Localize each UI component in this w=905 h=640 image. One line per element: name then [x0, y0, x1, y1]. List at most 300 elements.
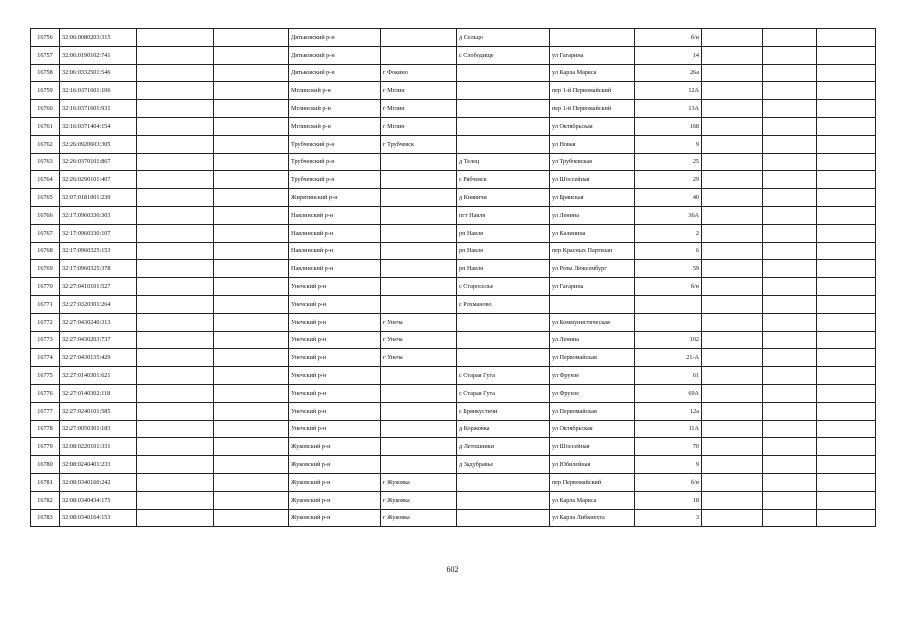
- cell-empty: [817, 135, 876, 153]
- cell-settlement: д Сельцо: [457, 29, 550, 47]
- cell-house-number: 9: [635, 456, 702, 474]
- cell-street: ул Карла Либкнехта: [550, 509, 635, 527]
- cell-district: Унечский р-н: [289, 367, 381, 385]
- cell-cadastral-number: 32:27:0240101:585: [60, 402, 137, 420]
- cell-empty: [137, 171, 214, 189]
- cell-street: ул Октябрьская: [550, 117, 635, 135]
- cell-empty: [702, 189, 763, 207]
- cell-city: [381, 278, 457, 296]
- cell-empty: [702, 331, 763, 349]
- cell-empty: [763, 295, 817, 313]
- cell-empty: [702, 384, 763, 402]
- table-row: [31, 456, 876, 474]
- table-row: [31, 171, 876, 189]
- cell-empty: [817, 420, 876, 438]
- cell-empty: [214, 456, 289, 474]
- cell-empty: [763, 117, 817, 135]
- cell-cadastral-number: 32:08:0240401:233: [60, 456, 137, 474]
- cell-empty: [702, 153, 763, 171]
- cell-city: г Трубчевск: [381, 135, 457, 153]
- cell-street: [550, 295, 635, 313]
- cell-street: ул Гагарина: [550, 278, 635, 296]
- cell-cadastral-number: 32:16:0371601:931: [60, 100, 137, 118]
- cell-cadastral-number: 32:06:0190102:741: [60, 46, 137, 64]
- cell-record-number: 16783: [31, 509, 60, 527]
- cell-city: [381, 29, 457, 47]
- cell-cadastral-number: 32:17:0960330:303: [60, 206, 137, 224]
- cell-city: г Мглин: [381, 117, 457, 135]
- table-row: [31, 278, 876, 296]
- cell-empty: [763, 509, 817, 527]
- table-row: [31, 46, 876, 64]
- cell-empty: [702, 100, 763, 118]
- cell-settlement: д Задубравье: [457, 456, 550, 474]
- cell-record-number: 16775: [31, 367, 60, 385]
- register-rows: [31, 29, 876, 527]
- cell-district: Жуковский р-н: [289, 438, 381, 456]
- cell-cadastral-number: 32:06:0080203:315: [60, 29, 137, 47]
- cell-empty: [763, 189, 817, 207]
- cell-house-number: 26а: [635, 64, 702, 82]
- cell-cadastral-number: 32:27:0140302:118: [60, 384, 137, 402]
- cell-city: [381, 402, 457, 420]
- cell-settlement: с Старосельe: [457, 278, 550, 296]
- table-row: [31, 189, 876, 207]
- cell-district: Унечский р-н: [289, 331, 381, 349]
- cell-empty: [137, 117, 214, 135]
- cell-empty: [817, 206, 876, 224]
- table-row: [31, 29, 876, 47]
- cell-settlement: [457, 100, 550, 118]
- cell-cadastral-number: 32:27:0140301:621: [60, 367, 137, 385]
- cell-settlement: с Брянкустичи: [457, 402, 550, 420]
- cell-street: ул Первомайская: [550, 402, 635, 420]
- cell-record-number: 16759: [31, 82, 60, 100]
- cell-house-number: 25: [635, 153, 702, 171]
- cell-cadastral-number: 32:17:0960325:153: [60, 242, 137, 260]
- cell-street: пер 1-й Первомайский: [550, 100, 635, 118]
- cell-empty: [817, 46, 876, 64]
- cell-empty: [137, 206, 214, 224]
- cell-empty: [214, 491, 289, 509]
- cell-record-number: 16757: [31, 46, 60, 64]
- cell-house-number: 12А: [635, 82, 702, 100]
- cell-district: Жуковский р-н: [289, 491, 381, 509]
- cell-empty: [763, 278, 817, 296]
- cell-empty: [702, 402, 763, 420]
- cell-street: ул Ленина: [550, 331, 635, 349]
- cell-settlement: д Летошники: [457, 438, 550, 456]
- cell-house-number: 40: [635, 189, 702, 207]
- cell-empty: [702, 438, 763, 456]
- cell-district: Навлинский р-н: [289, 206, 381, 224]
- cell-empty: [763, 473, 817, 491]
- cell-empty: [763, 367, 817, 385]
- cell-empty: [763, 29, 817, 47]
- cell-record-number: 16760: [31, 100, 60, 118]
- cell-empty: [763, 82, 817, 100]
- cell-city: [381, 260, 457, 278]
- cell-empty: [817, 402, 876, 420]
- cell-empty: [702, 206, 763, 224]
- cell-empty: [763, 171, 817, 189]
- cell-district: Унечский р-н: [289, 402, 381, 420]
- cell-empty: [817, 242, 876, 260]
- cell-empty: [817, 456, 876, 474]
- cell-cadastral-number: 32:27:0320301:264: [60, 295, 137, 313]
- cell-district: Мглинский р-н: [289, 82, 381, 100]
- cell-empty: [817, 29, 876, 47]
- cell-empty: [817, 64, 876, 82]
- cell-record-number: 16767: [31, 224, 60, 242]
- cell-city: [381, 206, 457, 224]
- cell-record-number: 16771: [31, 295, 60, 313]
- cell-record-number: 16776: [31, 384, 60, 402]
- cell-empty: [817, 295, 876, 313]
- cell-district: Навлинский р-н: [289, 242, 381, 260]
- cell-house-number: 18: [635, 491, 702, 509]
- cell-empty: [214, 438, 289, 456]
- cell-empty: [763, 331, 817, 349]
- cell-record-number: 16769: [31, 260, 60, 278]
- cell-street: ул Юбилейная: [550, 456, 635, 474]
- cell-street: пер Первомайский: [550, 473, 635, 491]
- cell-empty: [763, 260, 817, 278]
- cell-empty: [702, 509, 763, 527]
- cell-empty: [214, 117, 289, 135]
- cell-cadastral-number: 32:17:0960330:107: [60, 224, 137, 242]
- cell-empty: [214, 349, 289, 367]
- cell-empty: [214, 135, 289, 153]
- cell-settlement: с Рохманово: [457, 295, 550, 313]
- cell-city: [381, 153, 457, 171]
- cell-district: Дятьковский р-н: [289, 64, 381, 82]
- cell-district: Мглинский р-н: [289, 100, 381, 118]
- cell-empty: [817, 438, 876, 456]
- cell-empty: [137, 135, 214, 153]
- cell-empty: [137, 64, 214, 82]
- cell-street: ул Фрунзе: [550, 384, 635, 402]
- cell-empty: [137, 189, 214, 207]
- cell-record-number: 16780: [31, 456, 60, 474]
- cell-empty: [137, 402, 214, 420]
- cell-city: [381, 189, 457, 207]
- cell-cadastral-number: 32:08:0340160:242: [60, 473, 137, 491]
- cell-empty: [214, 64, 289, 82]
- cell-empty: [137, 278, 214, 296]
- cell-house-number: 61: [635, 367, 702, 385]
- cell-empty: [763, 224, 817, 242]
- cell-house-number: 69А: [635, 384, 702, 402]
- cell-empty: [214, 278, 289, 296]
- table-row: [31, 206, 876, 224]
- cell-empty: [137, 491, 214, 509]
- cell-house-number: 3: [635, 509, 702, 527]
- cell-empty: [702, 29, 763, 47]
- cell-cadastral-number: 32:26:0370101:867: [60, 153, 137, 171]
- cell-house-number: б/н: [635, 29, 702, 47]
- cell-empty: [817, 82, 876, 100]
- cell-cadastral-number: 32:08:0340164:153: [60, 509, 137, 527]
- cell-empty: [214, 171, 289, 189]
- cell-empty: [702, 491, 763, 509]
- cell-street: ул Шоссейная: [550, 171, 635, 189]
- cell-district: Унечский р-н: [289, 295, 381, 313]
- table-row: [31, 438, 876, 456]
- cell-empty: [817, 117, 876, 135]
- cell-cadastral-number: 32:27:0410101:527: [60, 278, 137, 296]
- cell-empty: [817, 189, 876, 207]
- cell-empty: [214, 189, 289, 207]
- table-row: [31, 384, 876, 402]
- cell-city: [381, 295, 457, 313]
- cell-cadastral-number: 32:16:0371601:106: [60, 82, 137, 100]
- cell-empty: [137, 331, 214, 349]
- cell-house-number: 14: [635, 46, 702, 64]
- cell-district: Навлинский р-н: [289, 260, 381, 278]
- table-row: [31, 367, 876, 385]
- cell-empty: [702, 46, 763, 64]
- cell-empty: [214, 46, 289, 64]
- cell-district: Жирятинский р-н: [289, 189, 381, 207]
- cell-empty: [763, 64, 817, 82]
- cell-house-number: 21-А: [635, 349, 702, 367]
- cell-empty: [137, 153, 214, 171]
- cell-district: Унечский р-н: [289, 384, 381, 402]
- cell-empty: [763, 456, 817, 474]
- cell-empty: [763, 153, 817, 171]
- cell-record-number: 16768: [31, 242, 60, 260]
- table-row: [31, 82, 876, 100]
- cell-empty: [763, 438, 817, 456]
- cell-cadastral-number: 32:26:0290101:407: [60, 171, 137, 189]
- cell-empty: [763, 46, 817, 64]
- cell-empty: [214, 260, 289, 278]
- cell-empty: [763, 491, 817, 509]
- cell-street: ул Ленина: [550, 206, 635, 224]
- cell-settlement: д Коржовка: [457, 420, 550, 438]
- cell-empty: [137, 29, 214, 47]
- cell-empty: [702, 260, 763, 278]
- cell-street: ул Гагарина: [550, 46, 635, 64]
- cell-record-number: 16781: [31, 473, 60, 491]
- cell-settlement: рп Навля: [457, 224, 550, 242]
- cell-street: ул Трубчевская: [550, 153, 635, 171]
- cell-street: ул Фрунзе: [550, 367, 635, 385]
- cell-city: [381, 456, 457, 474]
- cell-city: [381, 367, 457, 385]
- table-row: [31, 473, 876, 491]
- table-row: [31, 295, 876, 313]
- cell-cadastral-number: 32:27:0430203:737: [60, 331, 137, 349]
- cell-house-number: б/н: [635, 278, 702, 296]
- cell-city: г Мглин: [381, 100, 457, 118]
- cell-district: Жуковский р-н: [289, 456, 381, 474]
- cell-empty: [214, 313, 289, 331]
- cell-empty: [817, 349, 876, 367]
- cell-empty: [763, 242, 817, 260]
- cell-empty: [817, 473, 876, 491]
- cell-empty: [214, 153, 289, 171]
- cell-settlement: [457, 135, 550, 153]
- cell-street: ул Октябрьская: [550, 420, 635, 438]
- cell-house-number: 9: [635, 135, 702, 153]
- cell-street: ул Новая: [550, 135, 635, 153]
- cell-record-number: 16779: [31, 438, 60, 456]
- cell-city: [381, 224, 457, 242]
- cell-district: Жуковский р-н: [289, 509, 381, 527]
- cell-record-number: 16774: [31, 349, 60, 367]
- cell-record-number: 16762: [31, 135, 60, 153]
- cell-house-number: 12а: [635, 402, 702, 420]
- register-table: [30, 28, 876, 527]
- cell-cadastral-number: 32:17:0960325:378: [60, 260, 137, 278]
- cell-street: пер 1-й Первомайский: [550, 82, 635, 100]
- cell-house-number: 102: [635, 331, 702, 349]
- cell-empty: [702, 171, 763, 189]
- cell-district: Унечский р-н: [289, 420, 381, 438]
- cell-cadastral-number: 32:27:0430240:313: [60, 313, 137, 331]
- cell-settlement: [457, 64, 550, 82]
- cell-street: ул Калинина: [550, 224, 635, 242]
- cell-empty: [702, 420, 763, 438]
- cell-settlement: [457, 509, 550, 527]
- cell-house-number: б/н: [635, 473, 702, 491]
- cell-settlement: с Слободище: [457, 46, 550, 64]
- cell-settlement: д Телец: [457, 153, 550, 171]
- cell-settlement: рп Навля: [457, 242, 550, 260]
- cell-street: ул Карла Маркса: [550, 491, 635, 509]
- cell-empty: [214, 82, 289, 100]
- cell-cadastral-number: 32:08:0340434:175: [60, 491, 137, 509]
- cell-empty: [702, 473, 763, 491]
- cell-empty: [702, 456, 763, 474]
- cell-empty: [137, 420, 214, 438]
- cell-record-number: 16766: [31, 206, 60, 224]
- table-row: [31, 117, 876, 135]
- cell-empty: [702, 82, 763, 100]
- cell-city: [381, 46, 457, 64]
- table-row: [31, 135, 876, 153]
- cell-empty: [702, 64, 763, 82]
- cell-street: [550, 29, 635, 47]
- cell-city: г Фокино: [381, 64, 457, 82]
- page-number: 602: [446, 565, 459, 574]
- cell-record-number: 16764: [31, 171, 60, 189]
- cell-settlement: д Княвичи: [457, 189, 550, 207]
- cell-empty: [817, 384, 876, 402]
- table-row: [31, 420, 876, 438]
- cell-empty: [214, 331, 289, 349]
- cell-empty: [817, 224, 876, 242]
- cell-street: ул Карла Маркса: [550, 64, 635, 82]
- cell-cadastral-number: 32:07:0181001:239: [60, 189, 137, 207]
- cell-empty: [137, 438, 214, 456]
- cell-empty: [763, 100, 817, 118]
- cell-settlement: с Старая Гута: [457, 367, 550, 385]
- cell-empty: [763, 420, 817, 438]
- cell-settlement: [457, 82, 550, 100]
- cell-district: Трубчевский р-н: [289, 153, 381, 171]
- cell-city: г Унеча: [381, 313, 457, 331]
- cell-empty: [214, 295, 289, 313]
- cell-cadastral-number: 32:08:0220101:331: [60, 438, 137, 456]
- cell-empty: [137, 100, 214, 118]
- cell-record-number: 16777: [31, 402, 60, 420]
- cell-district: Трубчевский р-н: [289, 171, 381, 189]
- cell-record-number: 16763: [31, 153, 60, 171]
- cell-empty: [137, 295, 214, 313]
- cell-empty: [137, 46, 214, 64]
- cell-city: [381, 438, 457, 456]
- cell-empty: [817, 278, 876, 296]
- cell-empty: [137, 260, 214, 278]
- cell-empty: [817, 509, 876, 527]
- cell-district: Мглинский р-н: [289, 117, 381, 135]
- cell-settlement: с Рябчевск: [457, 171, 550, 189]
- cell-street: пер Красных Партизан: [550, 242, 635, 260]
- cell-empty: [214, 29, 289, 47]
- cell-empty: [702, 224, 763, 242]
- table-row: [31, 349, 876, 367]
- cell-empty: [763, 384, 817, 402]
- cell-empty: [214, 224, 289, 242]
- table-row: [31, 242, 876, 260]
- cell-empty: [763, 135, 817, 153]
- cell-street: ул Первомайская: [550, 349, 635, 367]
- cell-house-number: 13А: [635, 100, 702, 118]
- cell-empty: [702, 349, 763, 367]
- cell-street: ул Шоссейная: [550, 438, 635, 456]
- cell-street: ул Коммунистическая: [550, 313, 635, 331]
- table-row: [31, 331, 876, 349]
- table-row: [31, 509, 876, 527]
- cell-city: г Мглин: [381, 82, 457, 100]
- cell-record-number: 16770: [31, 278, 60, 296]
- cell-empty: [702, 117, 763, 135]
- cell-empty: [702, 313, 763, 331]
- cell-district: Жуковский р-н: [289, 473, 381, 491]
- cell-cadastral-number: 32:27:0430135:429: [60, 349, 137, 367]
- cell-settlement: пгт Навля: [457, 206, 550, 224]
- cell-city: [381, 420, 457, 438]
- cell-record-number: 16778: [31, 420, 60, 438]
- cell-record-number: 16765: [31, 189, 60, 207]
- cell-house-number: 168: [635, 117, 702, 135]
- cell-empty: [214, 473, 289, 491]
- cell-empty: [817, 153, 876, 171]
- cell-empty: [137, 509, 214, 527]
- cell-house-number: 2: [635, 224, 702, 242]
- table-row: [31, 100, 876, 118]
- cell-empty: [817, 260, 876, 278]
- cell-empty: [137, 349, 214, 367]
- cell-street: ул Брянская: [550, 189, 635, 207]
- cell-city: г Жуковка: [381, 509, 457, 527]
- cell-empty: [817, 367, 876, 385]
- table-row: [31, 224, 876, 242]
- cell-city: г Жуковка: [381, 473, 457, 491]
- cell-empty: [817, 313, 876, 331]
- cell-city: г Унеча: [381, 349, 457, 367]
- cell-settlement: [457, 313, 550, 331]
- table-row: [31, 313, 876, 331]
- cell-empty: [214, 509, 289, 527]
- cell-empty: [137, 384, 214, 402]
- cell-empty: [214, 242, 289, 260]
- cell-house-number: 70: [635, 438, 702, 456]
- table-row: [31, 153, 876, 171]
